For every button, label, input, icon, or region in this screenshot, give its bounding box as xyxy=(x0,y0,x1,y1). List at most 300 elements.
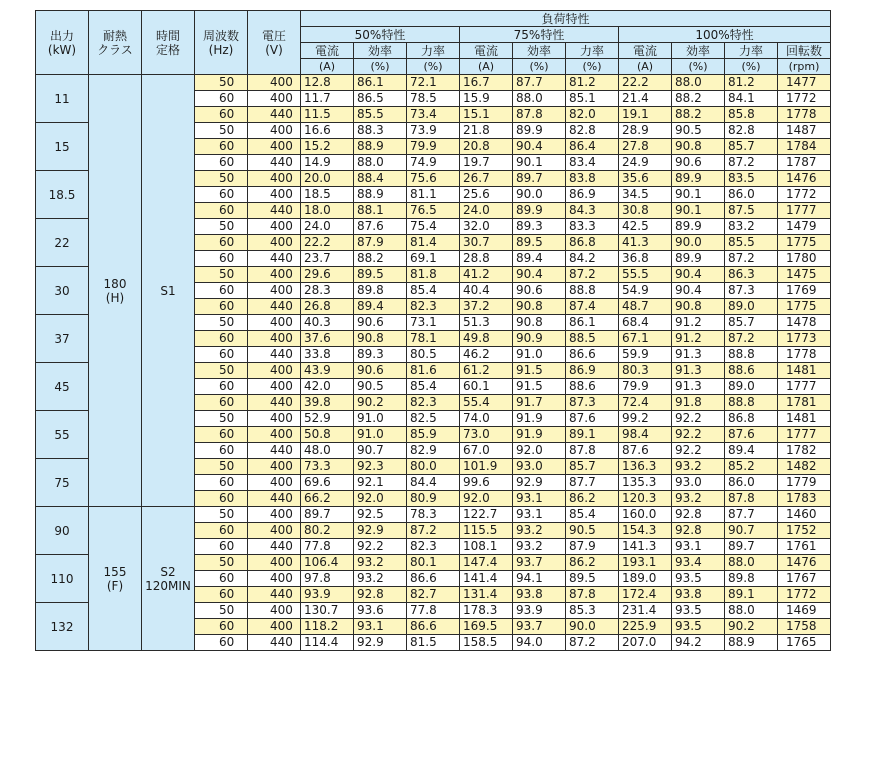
value-cell: 93.5 xyxy=(672,571,725,587)
value-cell: 89.9 xyxy=(672,219,725,235)
value-cell: 88.0 xyxy=(725,555,778,571)
value-cell: 87.3 xyxy=(725,283,778,299)
value-cell: 80.1 xyxy=(407,555,460,571)
output-kw-cell: 132 xyxy=(36,603,89,651)
value-cell: 90.1 xyxy=(513,155,566,171)
frequency-cell: 60 xyxy=(195,539,248,555)
value-cell: 85.8 xyxy=(725,107,778,123)
frequency-cell: 60 xyxy=(195,587,248,603)
value-cell: 93.2 xyxy=(672,491,725,507)
value-cell: 87.6 xyxy=(619,443,672,459)
value-cell: 87.7 xyxy=(513,75,566,91)
value-cell: 80.2 xyxy=(301,523,354,539)
frequency-cell: 50 xyxy=(195,315,248,331)
value-cell: 80.3 xyxy=(619,363,672,379)
value-cell: 91.9 xyxy=(513,427,566,443)
value-cell: 118.2 xyxy=(301,619,354,635)
voltage-cell: 440 xyxy=(248,491,301,507)
value-cell: 86.1 xyxy=(566,315,619,331)
value-cell: 88.0 xyxy=(672,75,725,91)
value-cell: 73.3 xyxy=(301,459,354,475)
voltage-cell: 400 xyxy=(248,571,301,587)
value-cell: 87.3 xyxy=(566,395,619,411)
header-load-characteristics: 負荷特性 xyxy=(301,11,831,27)
value-cell: 67.1 xyxy=(619,331,672,347)
voltage-cell: 400 xyxy=(248,331,301,347)
value-cell: 79.9 xyxy=(619,379,672,395)
output-kw-cell: 18.5 xyxy=(36,171,89,219)
value-cell: 154.3 xyxy=(619,523,672,539)
time-rating-cell: S2 120MIN xyxy=(142,507,195,651)
value-cell: 92.8 xyxy=(354,587,407,603)
value-cell: 93.2 xyxy=(513,523,566,539)
value-cell: 88.2 xyxy=(354,251,407,267)
value-cell: 89.7 xyxy=(513,171,566,187)
frequency-cell: 60 xyxy=(195,619,248,635)
voltage-cell: 400 xyxy=(248,603,301,619)
value-cell: 54.9 xyxy=(619,283,672,299)
value-cell: 73.9 xyxy=(407,123,460,139)
value-cell: 60.1 xyxy=(460,379,513,395)
output-kw-cell: 22 xyxy=(36,219,89,267)
value-cell: 81.6 xyxy=(407,363,460,379)
output-kw-cell: 110 xyxy=(36,555,89,603)
speed-cell: 1787 xyxy=(778,155,831,171)
value-cell: 92.9 xyxy=(354,635,407,651)
value-cell: 85.4 xyxy=(407,283,460,299)
value-cell: 92.9 xyxy=(513,475,566,491)
speed-cell: 1777 xyxy=(778,203,831,219)
value-cell: 89.0 xyxy=(725,299,778,315)
value-cell: 41.2 xyxy=(460,267,513,283)
value-cell: 42.0 xyxy=(301,379,354,395)
value-cell: 87.9 xyxy=(566,539,619,555)
frequency-cell: 60 xyxy=(195,155,248,171)
value-cell: 90.0 xyxy=(672,235,725,251)
speed-cell: 1487 xyxy=(778,123,831,139)
value-cell: 89.9 xyxy=(513,123,566,139)
value-cell: 89.5 xyxy=(513,235,566,251)
value-cell: 75.4 xyxy=(407,219,460,235)
value-cell: 90.4 xyxy=(672,283,725,299)
speed-cell: 1481 xyxy=(778,411,831,427)
value-cell: 87.2 xyxy=(566,267,619,283)
unit-efficiency: (%) xyxy=(354,59,407,75)
value-cell: 81.8 xyxy=(407,267,460,283)
value-cell: 114.4 xyxy=(301,635,354,651)
value-cell: 82.5 xyxy=(407,411,460,427)
voltage-cell: 440 xyxy=(248,347,301,363)
value-cell: 82.3 xyxy=(407,395,460,411)
frequency-cell: 50 xyxy=(195,267,248,283)
frequency-cell: 50 xyxy=(195,459,248,475)
output-kw-cell: 30 xyxy=(36,267,89,315)
speed-cell: 1769 xyxy=(778,283,831,299)
voltage-cell: 400 xyxy=(248,171,301,187)
value-cell: 15.2 xyxy=(301,139,354,155)
value-cell: 59.9 xyxy=(619,347,672,363)
value-cell: 90.8 xyxy=(354,331,407,347)
value-cell: 93.5 xyxy=(672,619,725,635)
value-cell: 91.5 xyxy=(513,363,566,379)
value-cell: 86.1 xyxy=(354,75,407,91)
value-cell: 89.4 xyxy=(513,251,566,267)
spec-table-container xyxy=(35,10,831,651)
value-cell: 135.3 xyxy=(619,475,672,491)
value-cell: 32.0 xyxy=(460,219,513,235)
value-cell: 26.8 xyxy=(301,299,354,315)
value-cell: 88.0 xyxy=(725,603,778,619)
frequency-cell: 60 xyxy=(195,635,248,651)
voltage-cell: 400 xyxy=(248,283,301,299)
speed-cell: 1761 xyxy=(778,539,831,555)
value-cell: 172.4 xyxy=(619,587,672,603)
speed-cell: 1781 xyxy=(778,395,831,411)
value-cell: 43.9 xyxy=(301,363,354,379)
value-cell: 66.2 xyxy=(301,491,354,507)
value-cell: 88.1 xyxy=(354,203,407,219)
value-cell: 72.4 xyxy=(619,395,672,411)
voltage-cell: 440 xyxy=(248,587,301,603)
value-cell: 87.8 xyxy=(566,587,619,603)
value-cell: 20.0 xyxy=(301,171,354,187)
value-cell: 91.2 xyxy=(672,331,725,347)
output-kw-cell: 15 xyxy=(36,123,89,171)
time-rating-cell: S1 xyxy=(142,75,195,507)
value-cell: 50.8 xyxy=(301,427,354,443)
value-cell: 46.2 xyxy=(460,347,513,363)
frequency-cell: 60 xyxy=(195,571,248,587)
speed-cell: 1777 xyxy=(778,427,831,443)
speed-cell: 1479 xyxy=(778,219,831,235)
value-cell: 84.1 xyxy=(725,91,778,107)
value-cell: 108.1 xyxy=(460,539,513,555)
value-cell: 88.9 xyxy=(725,635,778,651)
frequency-cell: 50 xyxy=(195,555,248,571)
header-voltage: 電圧 (V) xyxy=(248,11,301,75)
value-cell: 84.4 xyxy=(407,475,460,491)
value-cell: 83.8 xyxy=(566,171,619,187)
output-kw-cell: 90 xyxy=(36,507,89,555)
frequency-cell: 60 xyxy=(195,331,248,347)
value-cell: 26.7 xyxy=(460,171,513,187)
speed-cell: 1772 xyxy=(778,187,831,203)
output-kw-cell: 11 xyxy=(36,75,89,123)
value-cell: 35.6 xyxy=(619,171,672,187)
speed-cell: 1772 xyxy=(778,91,831,107)
table-row xyxy=(36,75,831,91)
value-cell: 90.4 xyxy=(672,267,725,283)
value-cell: 87.9 xyxy=(354,235,407,251)
unit-current: (A) xyxy=(460,59,513,75)
value-cell: 93.9 xyxy=(301,587,354,603)
value-cell: 86.9 xyxy=(566,187,619,203)
table-header xyxy=(36,11,831,75)
frequency-cell: 60 xyxy=(195,475,248,491)
value-cell: 21.8 xyxy=(460,123,513,139)
voltage-cell: 440 xyxy=(248,299,301,315)
value-cell: 87.8 xyxy=(725,491,778,507)
value-cell: 61.2 xyxy=(460,363,513,379)
value-cell: 30.7 xyxy=(460,235,513,251)
value-cell: 15.1 xyxy=(460,107,513,123)
value-cell: 22.2 xyxy=(301,235,354,251)
value-cell: 42.5 xyxy=(619,219,672,235)
value-cell: 87.2 xyxy=(407,523,460,539)
value-cell: 93.1 xyxy=(354,619,407,635)
value-cell: 120.3 xyxy=(619,491,672,507)
output-kw-cell: 75 xyxy=(36,459,89,507)
value-cell: 147.4 xyxy=(460,555,513,571)
value-cell: 14.9 xyxy=(301,155,354,171)
value-cell: 92.0 xyxy=(513,443,566,459)
value-cell: 72.1 xyxy=(407,75,460,91)
value-cell: 93.2 xyxy=(672,459,725,475)
speed-cell: 1775 xyxy=(778,299,831,315)
value-cell: 93.1 xyxy=(513,507,566,523)
value-cell: 169.5 xyxy=(460,619,513,635)
value-cell: 91.7 xyxy=(513,395,566,411)
value-cell: 37.6 xyxy=(301,331,354,347)
unit-current: (A) xyxy=(619,59,672,75)
value-cell: 52.9 xyxy=(301,411,354,427)
value-cell: 92.2 xyxy=(672,443,725,459)
value-cell: 87.8 xyxy=(513,107,566,123)
value-cell: 93.8 xyxy=(672,587,725,603)
value-cell: 69.6 xyxy=(301,475,354,491)
motor-load-characteristics-table xyxy=(35,10,831,651)
value-cell: 19.1 xyxy=(619,107,672,123)
value-cell: 80.9 xyxy=(407,491,460,507)
header-frequency: 周波数 (Hz) xyxy=(195,11,248,75)
header-efficiency: 効率 xyxy=(354,43,407,59)
value-cell: 88.2 xyxy=(672,107,725,123)
header-speed: 回転数 xyxy=(778,43,831,59)
value-cell: 87.8 xyxy=(566,443,619,459)
value-cell: 90.0 xyxy=(513,187,566,203)
value-cell: 83.5 xyxy=(725,171,778,187)
frequency-cell: 50 xyxy=(195,123,248,139)
table-row xyxy=(36,507,831,523)
value-cell: 90.5 xyxy=(566,523,619,539)
value-cell: 12.8 xyxy=(301,75,354,91)
value-cell: 93.7 xyxy=(513,619,566,635)
value-cell: 89.4 xyxy=(725,443,778,459)
value-cell: 87.2 xyxy=(725,155,778,171)
value-cell: 73.0 xyxy=(460,427,513,443)
value-cell: 89.1 xyxy=(566,427,619,443)
speed-cell: 1777 xyxy=(778,379,831,395)
voltage-cell: 400 xyxy=(248,75,301,91)
speed-cell: 1476 xyxy=(778,171,831,187)
voltage-cell: 400 xyxy=(248,139,301,155)
value-cell: 27.8 xyxy=(619,139,672,155)
speed-cell: 1778 xyxy=(778,107,831,123)
value-cell: 75.6 xyxy=(407,171,460,187)
voltage-cell: 400 xyxy=(248,507,301,523)
value-cell: 82.8 xyxy=(725,123,778,139)
header-power-factor: 力率 xyxy=(725,43,778,59)
output-kw-cell: 37 xyxy=(36,315,89,363)
value-cell: 87.6 xyxy=(566,411,619,427)
value-cell: 16.6 xyxy=(301,123,354,139)
value-cell: 36.8 xyxy=(619,251,672,267)
unit-speed: (rpm) xyxy=(778,59,831,75)
value-cell: 86.6 xyxy=(407,619,460,635)
speed-cell: 1782 xyxy=(778,443,831,459)
value-cell: 86.0 xyxy=(725,475,778,491)
unit-power-factor: (%) xyxy=(407,59,460,75)
value-cell: 88.6 xyxy=(566,379,619,395)
value-cell: 158.5 xyxy=(460,635,513,651)
value-cell: 23.7 xyxy=(301,251,354,267)
value-cell: 80.5 xyxy=(407,347,460,363)
frequency-cell: 60 xyxy=(195,491,248,507)
value-cell: 115.5 xyxy=(460,523,513,539)
value-cell: 28.3 xyxy=(301,283,354,299)
value-cell: 88.2 xyxy=(672,91,725,107)
value-cell: 85.2 xyxy=(725,459,778,475)
header-load-100: 100%特性 xyxy=(619,27,831,43)
value-cell: 87.2 xyxy=(725,331,778,347)
value-cell: 87.7 xyxy=(566,475,619,491)
value-cell: 24.0 xyxy=(301,219,354,235)
value-cell: 89.5 xyxy=(354,267,407,283)
frequency-cell: 50 xyxy=(195,219,248,235)
value-cell: 91.3 xyxy=(672,379,725,395)
value-cell: 92.1 xyxy=(354,475,407,491)
value-cell: 68.4 xyxy=(619,315,672,331)
value-cell: 81.2 xyxy=(725,75,778,91)
value-cell: 91.2 xyxy=(672,315,725,331)
value-cell: 16.7 xyxy=(460,75,513,91)
output-kw-cell: 45 xyxy=(36,363,89,411)
value-cell: 88.9 xyxy=(354,187,407,203)
value-cell: 87.2 xyxy=(566,635,619,651)
value-cell: 93.4 xyxy=(672,555,725,571)
value-cell: 131.4 xyxy=(460,587,513,603)
value-cell: 85.1 xyxy=(566,91,619,107)
value-cell: 83.2 xyxy=(725,219,778,235)
value-cell: 85.7 xyxy=(725,315,778,331)
value-cell: 51.3 xyxy=(460,315,513,331)
value-cell: 15.9 xyxy=(460,91,513,107)
value-cell: 88.8 xyxy=(566,283,619,299)
value-cell: 98.4 xyxy=(619,427,672,443)
value-cell: 136.3 xyxy=(619,459,672,475)
frequency-cell: 50 xyxy=(195,603,248,619)
value-cell: 22.2 xyxy=(619,75,672,91)
speed-cell: 1758 xyxy=(778,619,831,635)
value-cell: 94.1 xyxy=(513,571,566,587)
value-cell: 86.6 xyxy=(407,571,460,587)
value-cell: 78.1 xyxy=(407,331,460,347)
value-cell: 78.3 xyxy=(407,507,460,523)
speed-cell: 1775 xyxy=(778,235,831,251)
value-cell: 29.6 xyxy=(301,267,354,283)
value-cell: 86.2 xyxy=(566,491,619,507)
value-cell: 55.5 xyxy=(619,267,672,283)
voltage-cell: 400 xyxy=(248,555,301,571)
insulation-class-cell: 180 (H) xyxy=(89,75,142,507)
voltage-cell: 400 xyxy=(248,619,301,635)
value-cell: 93.5 xyxy=(672,603,725,619)
value-cell: 89.8 xyxy=(725,571,778,587)
value-cell: 39.8 xyxy=(301,395,354,411)
value-cell: 89.3 xyxy=(354,347,407,363)
frequency-cell: 60 xyxy=(195,139,248,155)
value-cell: 88.8 xyxy=(725,395,778,411)
value-cell: 92.3 xyxy=(354,459,407,475)
value-cell: 90.6 xyxy=(354,363,407,379)
insulation-class-cell: 155 (F) xyxy=(89,507,142,651)
voltage-cell: 400 xyxy=(248,123,301,139)
speed-cell: 1784 xyxy=(778,139,831,155)
value-cell: 141.3 xyxy=(619,539,672,555)
speed-cell: 1477 xyxy=(778,75,831,91)
value-cell: 33.8 xyxy=(301,347,354,363)
voltage-cell: 400 xyxy=(248,475,301,491)
value-cell: 48.7 xyxy=(619,299,672,315)
speed-cell: 1772 xyxy=(778,587,831,603)
speed-cell: 1765 xyxy=(778,635,831,651)
frequency-cell: 60 xyxy=(195,235,248,251)
value-cell: 92.2 xyxy=(672,427,725,443)
value-cell: 87.6 xyxy=(354,219,407,235)
header-load-75: 75%特性 xyxy=(460,27,619,43)
value-cell: 73.4 xyxy=(407,107,460,123)
voltage-cell: 440 xyxy=(248,635,301,651)
value-cell: 83.3 xyxy=(566,219,619,235)
voltage-cell: 400 xyxy=(248,523,301,539)
unit-power-factor: (%) xyxy=(566,59,619,75)
speed-cell: 1460 xyxy=(778,507,831,523)
value-cell: 89.3 xyxy=(513,219,566,235)
value-cell: 82.9 xyxy=(407,443,460,459)
voltage-cell: 400 xyxy=(248,235,301,251)
unit-efficiency: (%) xyxy=(513,59,566,75)
value-cell: 91.9 xyxy=(513,411,566,427)
value-cell: 178.3 xyxy=(460,603,513,619)
value-cell: 89.5 xyxy=(566,571,619,587)
voltage-cell: 400 xyxy=(248,187,301,203)
value-cell: 90.7 xyxy=(725,523,778,539)
value-cell: 99.6 xyxy=(460,475,513,491)
value-cell: 82.0 xyxy=(566,107,619,123)
speed-cell: 1482 xyxy=(778,459,831,475)
value-cell: 94.0 xyxy=(513,635,566,651)
value-cell: 93.6 xyxy=(354,603,407,619)
value-cell: 77.8 xyxy=(407,603,460,619)
value-cell: 90.2 xyxy=(354,395,407,411)
speed-cell: 1475 xyxy=(778,267,831,283)
frequency-cell: 60 xyxy=(195,443,248,459)
value-cell: 84.2 xyxy=(566,251,619,267)
voltage-cell: 400 xyxy=(248,379,301,395)
voltage-cell: 400 xyxy=(248,427,301,443)
value-cell: 99.2 xyxy=(619,411,672,427)
value-cell: 18.5 xyxy=(301,187,354,203)
frequency-cell: 50 xyxy=(195,411,248,427)
value-cell: 81.1 xyxy=(407,187,460,203)
voltage-cell: 440 xyxy=(248,107,301,123)
table-body xyxy=(36,75,831,651)
value-cell: 88.9 xyxy=(354,139,407,155)
value-cell: 83.4 xyxy=(566,155,619,171)
speed-cell: 1476 xyxy=(778,555,831,571)
header-power-factor: 力率 xyxy=(566,43,619,59)
value-cell: 92.2 xyxy=(672,411,725,427)
